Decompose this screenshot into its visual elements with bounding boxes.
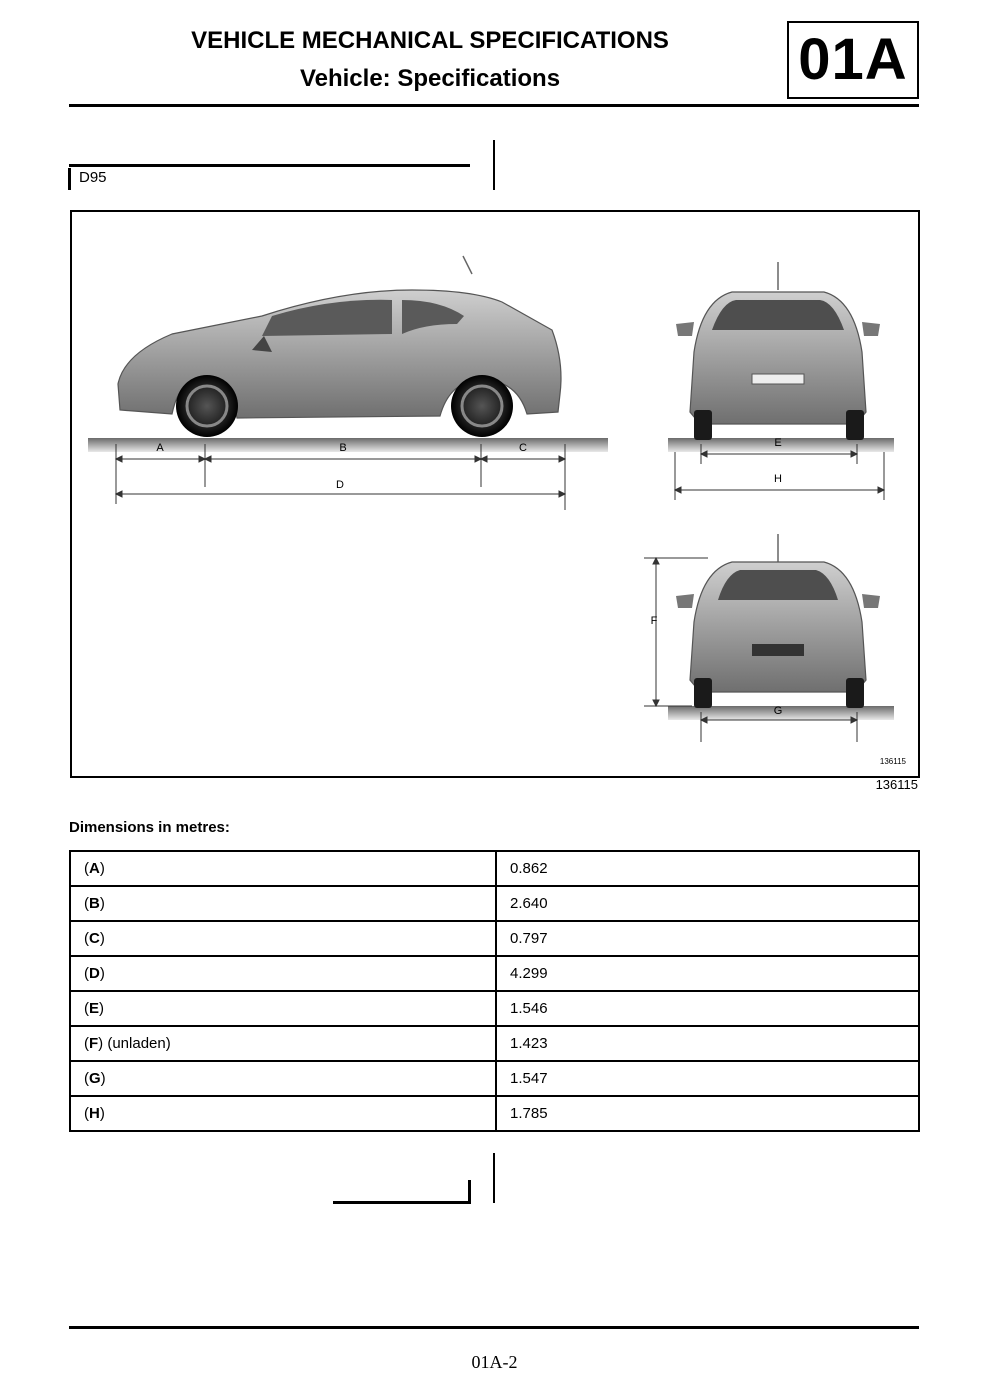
side-window-front xyxy=(262,300,392,336)
table-row xyxy=(70,1096,919,1131)
dimension-letter: B xyxy=(89,895,100,912)
end-marker-tick xyxy=(468,1180,471,1204)
table-row xyxy=(70,851,919,886)
dimension-letter: D xyxy=(89,965,100,982)
figure-inner-ref: 136115 xyxy=(879,757,906,766)
dimension-label: (B) xyxy=(70,886,496,921)
dimension-value: 1.546 xyxy=(496,991,919,1026)
dimension-label: (C) xyxy=(70,921,496,956)
code-marker-rule xyxy=(69,164,470,167)
dimension-label: (D) xyxy=(70,956,496,991)
side-aerial xyxy=(463,256,472,274)
front-wheel xyxy=(176,375,238,437)
header-rule xyxy=(69,104,919,107)
footer-rule xyxy=(69,1326,919,1329)
column-divider-top xyxy=(493,140,495,190)
page-number: 01A-2 xyxy=(471,1352,518,1372)
front-plate xyxy=(752,374,804,384)
rear-wheel xyxy=(451,375,513,437)
section-code-box: 01A xyxy=(787,21,919,99)
rear-window xyxy=(718,570,838,600)
dim-letter-b: B xyxy=(339,442,347,454)
dim-letter-c: C xyxy=(519,442,527,454)
front-windscreen xyxy=(712,300,844,330)
dimension-label: (E) xyxy=(70,991,496,1026)
dim-letter-f: F xyxy=(650,615,658,627)
front-view xyxy=(668,262,894,500)
rear-plate xyxy=(752,644,804,656)
dimension-label: (A) xyxy=(70,851,496,886)
table-row xyxy=(70,886,919,921)
dimension-label: (H) xyxy=(70,1096,496,1131)
end-marker-rule xyxy=(333,1201,470,1204)
table-row xyxy=(70,921,919,956)
dimension-label: (F) (unladen) xyxy=(70,1026,496,1061)
vehicle-drawing xyxy=(72,212,918,776)
dimension-label: (G) xyxy=(70,1061,496,1096)
vehicle-code-label: D95 xyxy=(79,169,107,186)
document-title: VEHICLE MECHANICAL SPECIFICATIONS xyxy=(191,27,669,54)
dimension-value: 1.785 xyxy=(496,1096,919,1131)
column-divider-bottom xyxy=(493,1153,495,1203)
dimension-letter: F xyxy=(89,1035,99,1052)
table-row xyxy=(70,956,919,991)
table-row xyxy=(70,1026,919,1061)
dim-letter-e: E xyxy=(774,437,782,449)
rear-view xyxy=(644,534,894,742)
dimension-value: 0.862 xyxy=(496,851,919,886)
dimensions-heading: Dimensions in metres: xyxy=(69,819,230,836)
dimension-note: (unladen) xyxy=(103,1035,171,1052)
dimensions-table xyxy=(69,850,920,1132)
dimension-value: 2.640 xyxy=(496,886,919,921)
vehicle-dimension-figure xyxy=(70,210,920,778)
dim-letter-g: G xyxy=(773,705,783,717)
table-row xyxy=(70,991,919,1026)
dimension-value: 0.797 xyxy=(496,921,919,956)
dimension-letter: H xyxy=(89,1105,100,1122)
figure-reference: 136115 xyxy=(875,777,918,792)
side-view xyxy=(88,256,608,510)
dimension-letter: C xyxy=(89,930,100,947)
dimension-value: 1.547 xyxy=(496,1061,919,1096)
dimension-letter: E xyxy=(89,1000,100,1017)
dimension-value: 1.423 xyxy=(496,1026,919,1061)
dimension-letter: A xyxy=(89,860,100,877)
dimension-letter: G xyxy=(89,1070,101,1087)
side-ground xyxy=(88,438,608,452)
table-row xyxy=(70,1061,919,1096)
dim-letter-h: H xyxy=(774,473,782,485)
document-subtitle: Vehicle: Specifications xyxy=(299,65,561,92)
code-marker-tick xyxy=(68,168,71,190)
dimension-value: 4.299 xyxy=(496,956,919,991)
dim-letter-a: A xyxy=(156,442,164,454)
dim-letter-d: D xyxy=(336,479,344,491)
